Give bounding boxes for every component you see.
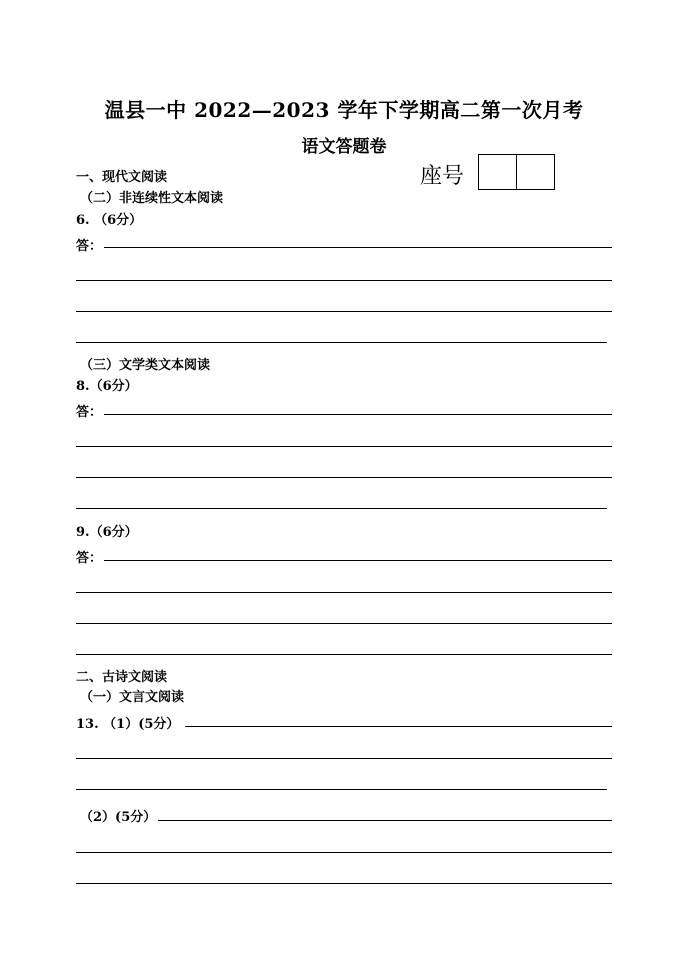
answer-line-q9-1[interactable] — [104, 560, 612, 561]
answer-line-q6-2[interactable] — [76, 280, 612, 281]
question-13-2-label: （2）(5分） — [80, 810, 157, 825]
question-13-1-label: 13. （1）(5分） — [76, 717, 180, 732]
page-subtitle: 语文答题卷 — [301, 137, 387, 157]
answer-label-q9: 答： — [76, 551, 103, 566]
question-6-label: 6. （6分） — [76, 213, 143, 228]
answer-line-q13-1-2[interactable] — [76, 758, 612, 759]
answer-line-q9-3[interactable] — [76, 623, 612, 624]
answer-line-q13-2-3[interactable] — [76, 883, 612, 884]
answer-line-q6-1[interactable] — [104, 247, 612, 248]
answer-line-q8-4[interactable] — [76, 508, 607, 509]
answer-line-q13-2-2[interactable] — [76, 852, 612, 853]
answer-line-q8-3[interactable] — [76, 477, 612, 478]
question-9-label: 9.（6分） — [76, 525, 138, 540]
answer-line-q8-2[interactable] — [76, 446, 612, 447]
answer-label-q6: 答： — [76, 239, 103, 254]
section-modern-reading: 一、现代文阅读 — [76, 170, 168, 185]
answer-line-q9-4[interactable] — [76, 654, 612, 655]
answer-line-q9-2[interactable] — [76, 592, 612, 593]
answer-line-q8-1[interactable] — [104, 414, 612, 415]
section-nonliterary-reading: （二）非连续性文本阅读 — [80, 191, 224, 206]
answer-line-q6-3[interactable] — [76, 311, 612, 312]
answer-line-q6-4[interactable] — [76, 342, 607, 343]
answer-label-q8: 答： — [76, 405, 103, 420]
seat-number-box[interactable] — [478, 154, 555, 190]
section-classical-prose-reading: （一）文言文阅读 — [80, 690, 185, 705]
section-literary-reading: （三）文学类文本阅读 — [80, 358, 211, 373]
section-classical-reading: 二、古诗文阅读 — [76, 670, 168, 685]
seat-digit-cell-1[interactable] — [479, 155, 516, 189]
answer-line-q13-2-1[interactable] — [158, 820, 612, 821]
seat-digit-cell-2[interactable] — [516, 155, 554, 189]
question-8-label: 8.（6分） — [76, 379, 138, 394]
seat-number-label: 座号 — [420, 164, 465, 189]
answer-line-q13-1-3[interactable] — [76, 789, 607, 790]
page-title: 温县一中 2022—2023 学年下学期高二第一次月考 — [104, 98, 584, 122]
answer-line-q13-1-1[interactable] — [185, 726, 612, 727]
